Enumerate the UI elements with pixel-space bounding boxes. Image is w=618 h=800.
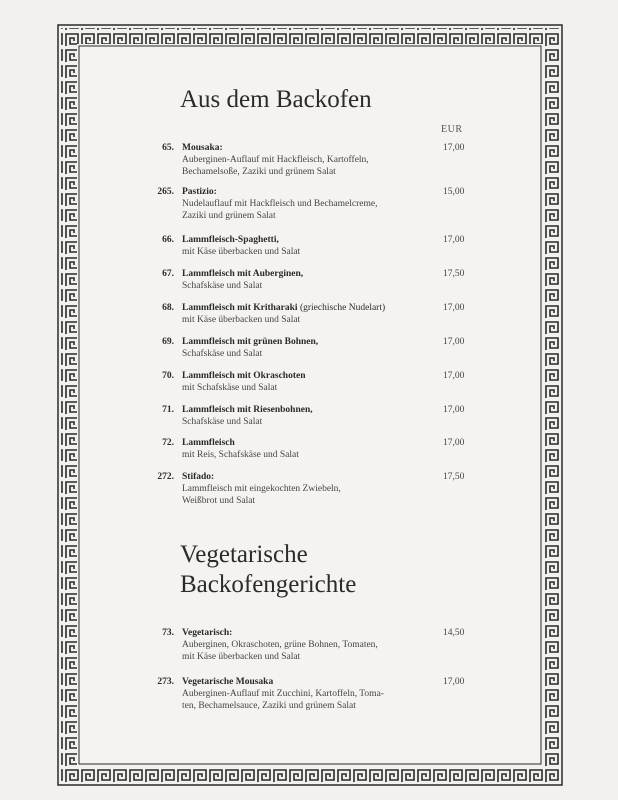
item-number: 65. [162,143,174,153]
item-price: 17,00 [443,677,465,687]
item-name: Lammfleisch mit Okraschoten [182,371,306,381]
item-number: 66. [162,235,174,245]
item-description: Lammfleisch mit eingekochten Zwiebeln, [182,484,341,494]
item-description: Schafskäse und Salat [182,417,263,427]
item-name: Mousaka: [182,143,223,153]
section-title-line: Vegetarische [180,541,308,568]
item-description: mit Käse überbacken und Salat [182,652,301,662]
item-price: 17,00 [443,235,465,245]
item-description: Weißbrot und Salat [182,496,256,506]
item-price: 17,50 [443,269,465,279]
item-description: ten, Bechamelsauce, Zaziki und grünem Salat [182,701,356,711]
menu-content [110,0,530,800]
item-number: 68. [162,303,174,313]
section-title-vegetarisch [180,540,356,600]
item-description: mit Reis, Schafskäse und Salat [182,450,299,460]
item-price: 17,50 [443,472,465,482]
item-name: Lammfleisch mit Auberginen, [182,269,304,279]
item-number: 265. [157,187,174,197]
item-name: Vegetarisch: [182,628,233,638]
item-name: Stifado: [182,472,215,482]
item-description: mit Käse überbacken und Salat [182,315,301,325]
item-description: Schafskäse und Salat [182,281,263,291]
item-description: Auberginen-Auflauf mit Zucchini, Kartoffeln, Toma- [182,689,384,699]
item-number: 273. [157,677,174,687]
item-number: 71. [162,405,174,415]
item-name: Pastizio: [182,187,217,197]
item-name: Lammfleisch mit Riesenbohnen, [182,405,313,415]
item-description: Auberginen, Okraschoten, grüne Bohnen, Tomaten, [182,640,378,650]
item-description: Zaziki und grünem Salat [182,211,276,221]
section-title-line: Backofengerichte [180,571,357,598]
item-description: mit Käse überbacken und Salat [182,247,301,257]
item-price: 17,00 [443,337,465,347]
item-number: 69. [162,337,174,347]
item-name: Lammfleisch mit Kritharaki [182,303,298,313]
item-description: Schafskäse und Salat [182,349,263,359]
item-number: 67. [162,269,174,279]
item-price: 15,00 [443,187,465,197]
item-description: Nudelauflauf mit Hackfleisch und Bechamelcreme, [182,199,378,209]
item-number: 70. [162,371,174,381]
section-title-backofen: Aus dem Backofen [180,86,372,113]
item-number: 73. [162,628,174,638]
item-name: Lammfleisch [182,438,235,448]
item-description: mit Schafskäse und Salat [182,383,278,393]
item-name: Lammfleisch-Spaghetti, [182,235,279,245]
item-price: 17,00 [443,303,465,313]
item-price: 14,50 [443,628,465,638]
currency-label: EUR [441,124,463,135]
item-price: 17,00 [443,371,465,381]
item-description: Bechamelsoße, Zaziki und grünem Salat [182,167,336,177]
item-number: 72. [162,438,174,448]
item-price: 17,00 [443,143,465,153]
item-description: Auberginen-Auflauf mit Hackfleisch, Kartoffeln, [182,155,369,165]
item-name: Lammfleisch mit grünen Bohnen, [182,337,319,347]
item-name-note: (griechische Nudelart) [299,303,386,313]
item-price: 17,00 [443,405,465,415]
item-number: 272. [157,472,174,482]
item-name: Vegetarische Mousaka [182,677,274,687]
item-price: 17,00 [443,438,465,448]
